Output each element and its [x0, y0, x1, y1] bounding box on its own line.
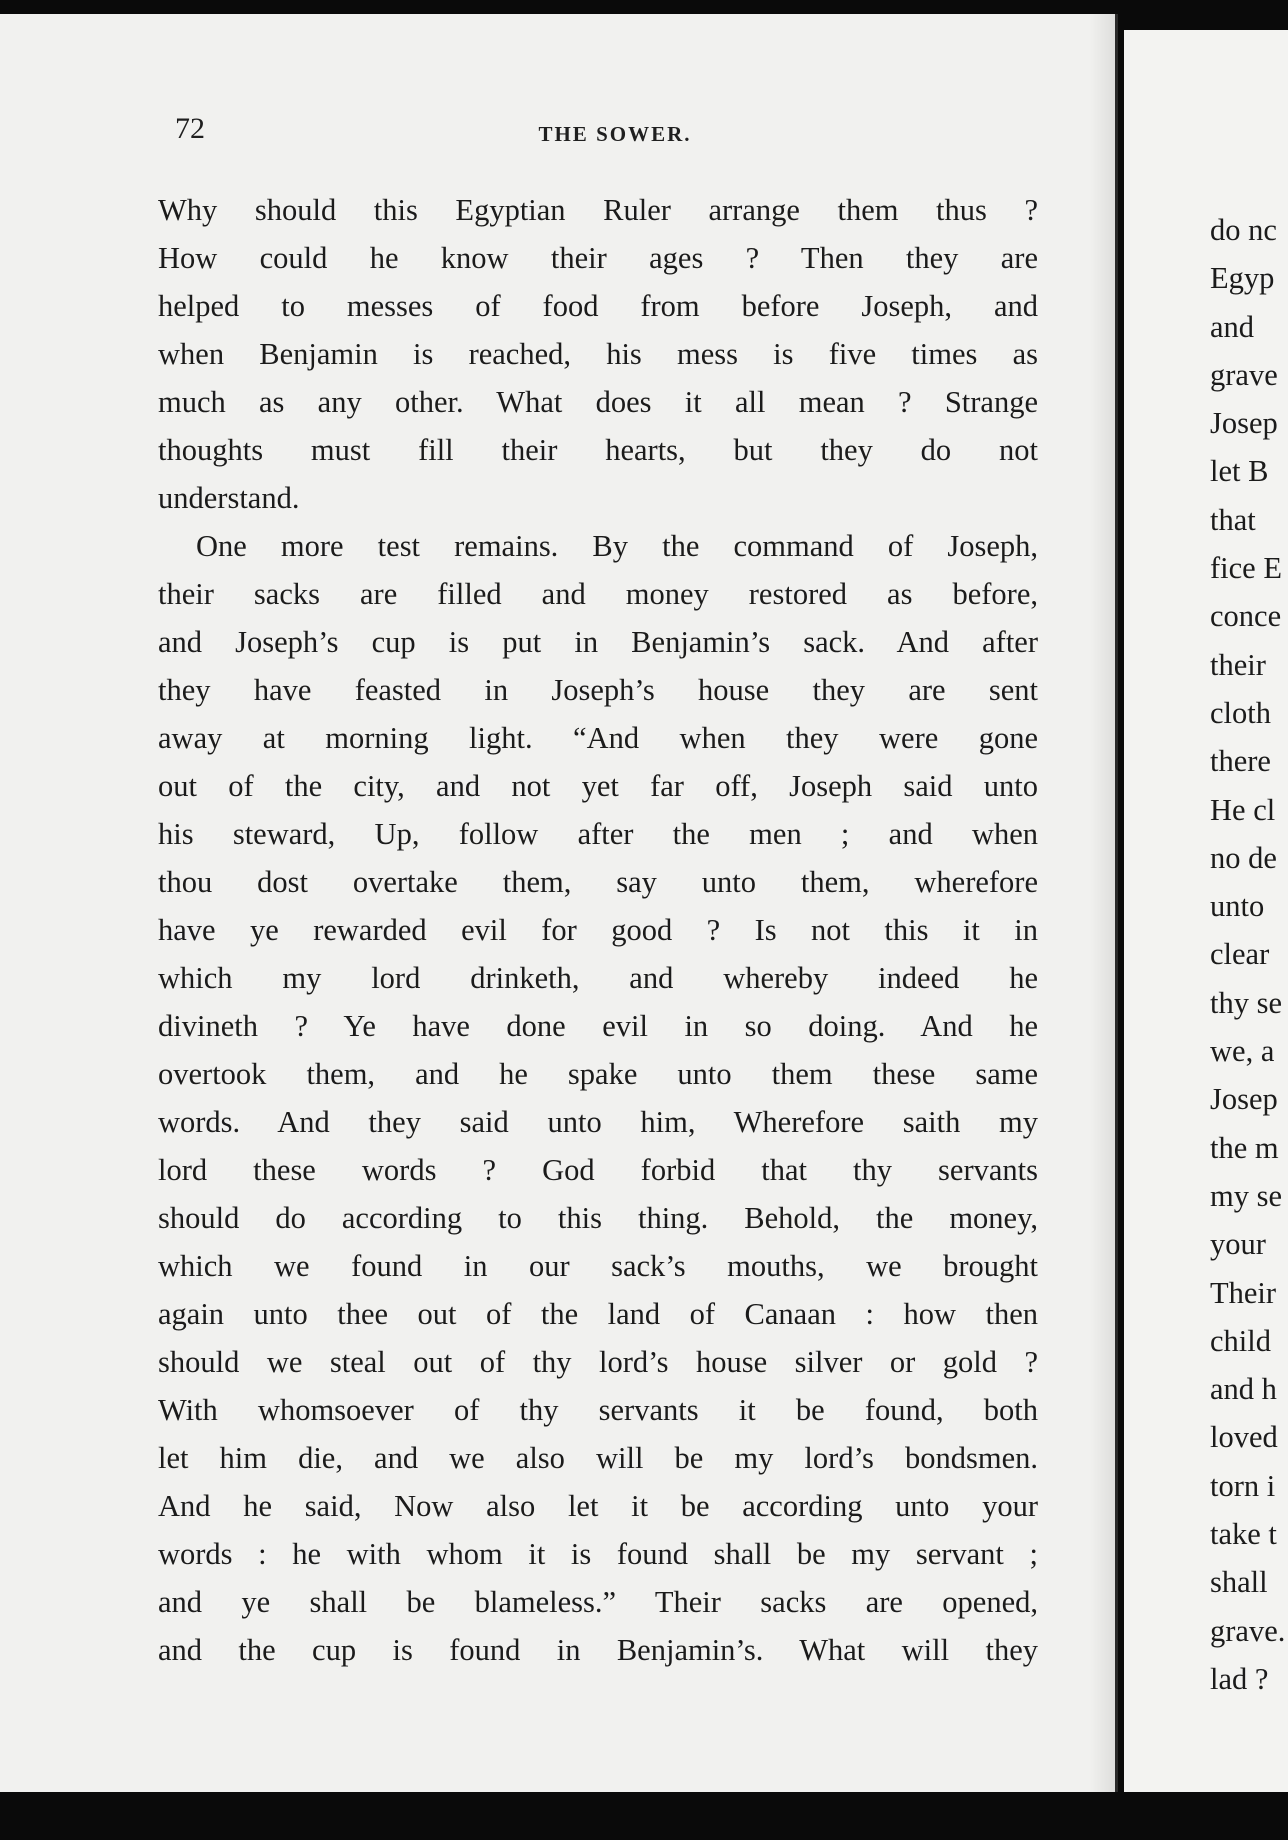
text-line: shall — [1210, 1565, 1268, 1600]
text-line: and — [1210, 309, 1255, 344]
text-line: my se — [1210, 1178, 1283, 1213]
text-line: thy se — [1210, 985, 1283, 1020]
text-line: that — [1210, 502, 1256, 537]
text-line: divineth ? Ye have done evil in so doing. And he — [158, 1009, 1038, 1043]
text-line: their — [1210, 647, 1266, 682]
text-line: again unto thee out of the land of Canaan : how then — [158, 1297, 1038, 1331]
text-line: helped to messes of food from before Joseph, and — [158, 289, 1038, 323]
gutter-shadow — [1089, 14, 1115, 1804]
scan-bottom-edge — [0, 1792, 1288, 1840]
text-line: How could he know their ages ? Then they are — [158, 241, 1038, 275]
text-line: let B — [1210, 454, 1269, 489]
page-body-text — [158, 186, 1038, 1674]
text-line: Josep — [1210, 406, 1278, 441]
text-line: and ye shall be blameless.” Their sacks are opened, — [158, 1585, 1038, 1619]
text-line: grave — [1210, 357, 1278, 392]
text-line: their sacks are filled and money restored as before, — [158, 577, 1038, 611]
text-line: away at morning light. “And when they were gone — [158, 721, 1038, 755]
text-line: clear — [1210, 937, 1270, 972]
text-line: understand. — [158, 481, 300, 515]
text-line: much as any other. What does it all mean ? Strange — [158, 385, 1038, 419]
text-line: grave. — [1210, 1613, 1286, 1648]
text-line: which we found in our sack’s mouths, we brought — [158, 1249, 1038, 1283]
text-line: Josep — [1210, 1082, 1278, 1117]
text-line: And he said, Now also let it be according unto your — [158, 1489, 1038, 1523]
text-line: cloth — [1210, 695, 1271, 730]
text-line: Why should this Egyptian Ruler arrange them thus ? — [158, 193, 1038, 227]
text-line: should do according to this thing. Behold, the money, — [158, 1201, 1038, 1235]
text-line: which my lord drinketh, and whereby indeed he — [158, 961, 1038, 995]
text-line: Their — [1210, 1275, 1277, 1310]
text-line: conce — [1210, 599, 1282, 634]
text-line: do nc — [1210, 213, 1277, 247]
text-line: let him die, and we also will be my lord’s bondsmen. — [158, 1441, 1038, 1475]
page-number: 72 — [175, 112, 205, 145]
text-line: Egyp — [1210, 261, 1275, 296]
text-line: With whomsoever of thy servants it be found, both — [158, 1393, 1038, 1427]
text-line: when Benjamin is reached, his mess is five times as — [158, 337, 1038, 371]
right-page — [1124, 30, 1288, 1800]
text-line: child — [1210, 1323, 1271, 1358]
text-line: words : he with whom it is found shall be my servant ; — [158, 1537, 1038, 1571]
text-line: his steward, Up, follow after the men ; and when — [158, 817, 1038, 851]
text-line: and Joseph’s cup is put in Benjamin’s sack. And after — [158, 625, 1038, 659]
text-line: lord these words ? God forbid that thy servants — [158, 1153, 1038, 1187]
text-line: fice E — [1210, 551, 1282, 586]
text-line: out of the city, and not yet far off, Joseph said unto — [158, 769, 1038, 803]
right-page-text — [1210, 206, 1285, 1703]
text-line: take t — [1210, 1517, 1277, 1552]
text-line: words. And they said unto him, Wherefore saith my — [158, 1105, 1038, 1139]
text-line: no de — [1210, 840, 1277, 875]
running-head — [175, 112, 1055, 152]
text-line: there — [1210, 744, 1271, 779]
text-line: your — [1210, 1227, 1266, 1262]
text-line: One more test remains. By the command of Joseph, — [196, 529, 1038, 563]
text-line: and the cup is found in Benjamin’s. What will they — [158, 1633, 1038, 1667]
text-line: have ye rewarded evil for good ? Is not this it in — [158, 913, 1038, 947]
text-line: thou dost overtake them, say unto them, wherefore — [158, 865, 1038, 899]
text-line: unto — [1210, 889, 1265, 924]
text-line: they have feasted in Joseph’s house they are sent — [158, 673, 1038, 707]
text-line: overtook them, and he spake unto them these same — [158, 1057, 1038, 1091]
text-line: the m — [1210, 1130, 1279, 1165]
text-line: should we steal out of thy lord’s house silver or gold ? — [158, 1345, 1038, 1379]
text-line: thoughts must fill their hearts, but they do not — [158, 433, 1038, 467]
text-line: and h — [1210, 1372, 1277, 1407]
text-line: He cl — [1210, 792, 1276, 827]
text-line: lad ? — [1210, 1661, 1269, 1696]
running-title: THE SOWER. — [538, 122, 692, 146]
text-line: we, a — [1210, 1034, 1275, 1069]
text-line: torn i — [1210, 1468, 1276, 1503]
text-line: loved — [1210, 1420, 1278, 1455]
